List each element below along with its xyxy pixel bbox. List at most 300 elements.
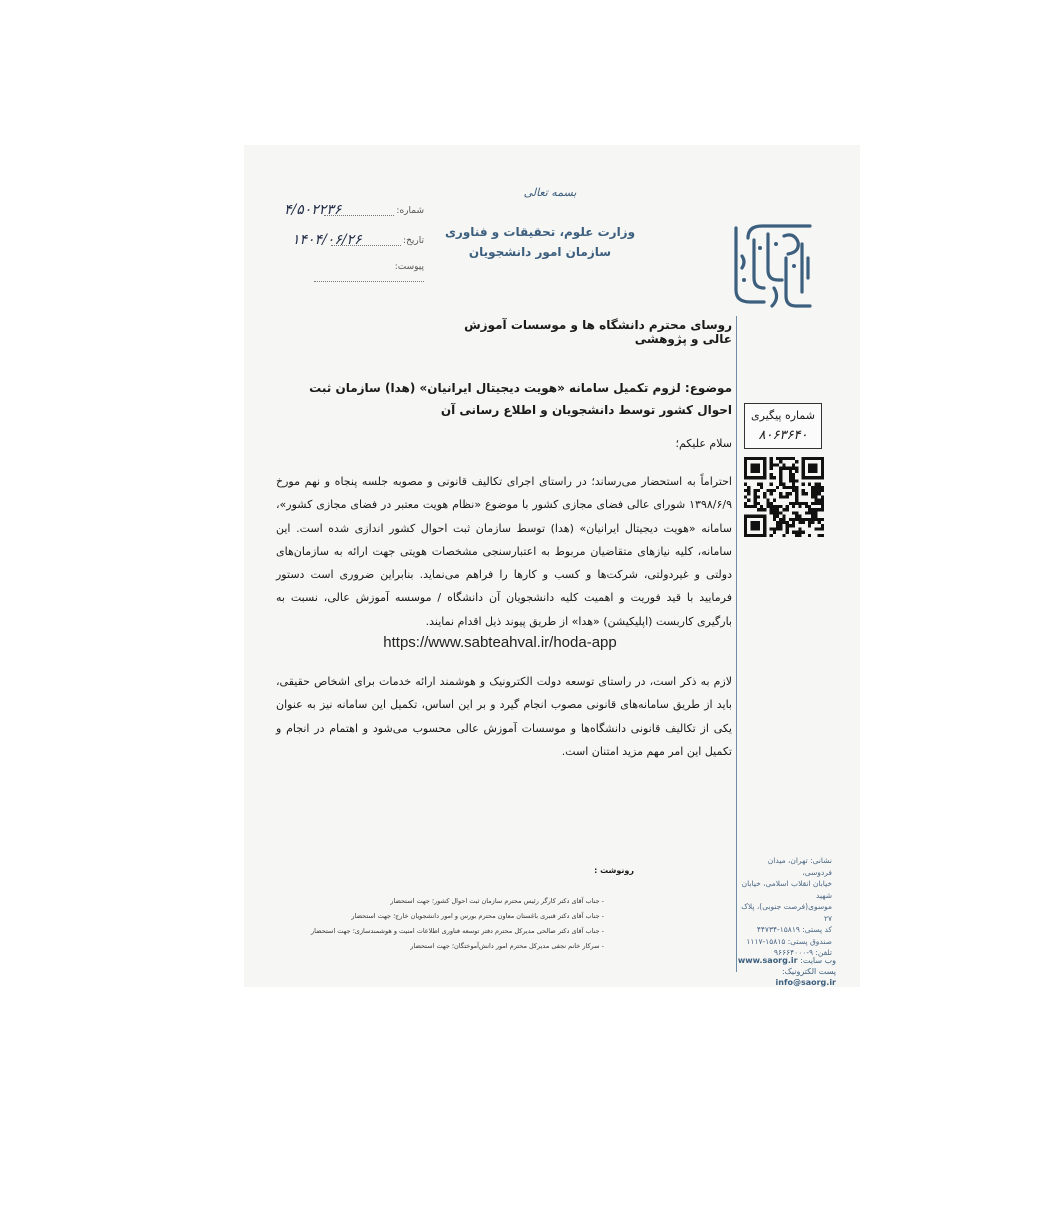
qr-module <box>779 492 782 495</box>
qr-module <box>821 476 824 479</box>
qr-module <box>750 505 753 508</box>
qr-module <box>760 515 763 518</box>
qr-module <box>786 521 789 524</box>
qr-module <box>808 476 811 479</box>
qr-module <box>814 457 817 460</box>
qr-module <box>821 505 824 508</box>
qr-module <box>814 470 817 473</box>
qr-module <box>766 489 769 492</box>
qr-module <box>773 499 776 502</box>
qr-module <box>792 479 795 482</box>
qr-module <box>760 505 763 508</box>
body-paragraph-1: احتراماً به استحضار می‌رساند؛ در راستای اجرای تکالیف قانونی و مصوبه جلسه پنجاه و نهم مورخ ۱۳۹۸/۶/۹ شورای عالی فضای مجازی کشور با موضوع «نظام هویت معتبر در فضای مجازی کشور»، سامانه «هویت دیجیتال ایرانیان» (هدا) توسط سازمان ثبت احوال کشور اندازی شده است. این سامانه، کلیه نیازهای متقاضیان مربوط به اعتبارسنجی مشخصات هویتی جهت ارائه به سازمان‌های دولتی و غیردولتی، شرکت‌ها و کسب و کارها را فراهم می‌نماید. بنابراین ضروری است دستور فرمایید با قید فوریت و اهمیت کلیه دانشجویان آن دانشگاه / موسسه آموزش عالی، نسبت به بارگیری کاربست (اپلیکیشن) «هدا» از طریق پیوند ذیل اقدام نمایند. <box>276 475 732 628</box>
qr-module <box>776 515 779 518</box>
qr-module <box>808 505 811 508</box>
qr-module <box>757 495 760 498</box>
qr-module <box>798 527 801 530</box>
qr-module <box>763 473 766 476</box>
qr-module <box>779 473 782 476</box>
qr-module <box>744 527 747 530</box>
qr-module <box>750 534 753 537</box>
qr-module <box>808 524 811 527</box>
qr-module <box>802 467 805 470</box>
qr-module <box>754 505 757 508</box>
qr-module <box>808 470 811 473</box>
qr-module <box>814 511 817 514</box>
qr-module <box>776 457 779 460</box>
qr-module <box>747 534 750 537</box>
qr-module <box>821 457 824 460</box>
qr-module <box>789 518 792 521</box>
qr-module <box>808 521 811 524</box>
qr-module <box>779 457 782 460</box>
qr-module <box>795 489 798 492</box>
qr-module <box>811 492 814 495</box>
qr-module <box>814 467 817 470</box>
qr-module <box>770 534 773 537</box>
qr-module <box>744 524 747 527</box>
qr-module <box>802 470 805 473</box>
qr-module <box>792 524 795 527</box>
qr-module <box>773 518 776 521</box>
qr-module <box>763 457 766 460</box>
qr-module <box>744 502 747 505</box>
qr-module <box>808 483 811 486</box>
qr-module <box>792 521 795 524</box>
tracking-box <box>744 403 822 449</box>
address-line: خیابان انقلاب اسلامی، خیابان شهید <box>741 879 832 900</box>
qr-module <box>798 505 801 508</box>
qr-module <box>821 495 824 498</box>
qr-code <box>744 457 824 537</box>
postal-code: کد پستی: ۱۵۸۱۹-۴۴۷۳۴ <box>756 925 832 934</box>
qr-module <box>757 515 760 518</box>
qr-module <box>802 521 805 524</box>
qr-module <box>770 476 773 479</box>
qr-module <box>766 505 769 508</box>
qr-module <box>773 515 776 518</box>
qr-module <box>763 460 766 463</box>
qr-module <box>744 495 747 498</box>
qr-module <box>821 502 824 505</box>
qr-module <box>814 489 817 492</box>
qr-module <box>808 518 811 521</box>
qr-module <box>782 463 785 466</box>
qr-module <box>795 518 798 521</box>
qr-module <box>744 518 747 521</box>
qr-module <box>795 502 798 505</box>
qr-module <box>814 508 817 511</box>
greeting: سلام علیکم؛ <box>675 437 732 450</box>
qr-module <box>763 534 766 537</box>
qr-module <box>782 467 785 470</box>
qr-module <box>811 495 814 498</box>
letter-date-value: ۱۴۰۴/۰۶/۲۶ <box>292 232 362 248</box>
qr-module <box>795 515 798 518</box>
qr-module <box>773 463 776 466</box>
qr-module <box>763 527 766 530</box>
qr-module <box>770 492 773 495</box>
qr-module <box>792 511 795 514</box>
qr-module <box>789 467 792 470</box>
qr-module <box>754 463 757 466</box>
qr-module <box>750 467 753 470</box>
qr-module <box>792 502 795 505</box>
qr-module <box>770 489 773 492</box>
phone: تلفن: ۹-۹۶۶۶۴۰۰۰ <box>774 948 832 957</box>
qr-module <box>763 463 766 466</box>
qr-module <box>757 502 760 505</box>
qr-module <box>779 518 782 521</box>
qr-module <box>814 527 817 530</box>
qr-module <box>811 470 814 473</box>
qr-module <box>821 463 824 466</box>
qr-module <box>811 518 814 521</box>
qr-module <box>744 470 747 473</box>
qr-module <box>789 476 792 479</box>
qr-module <box>818 457 821 460</box>
qr-module <box>795 495 798 498</box>
qr-module <box>770 511 773 514</box>
qr-module <box>779 511 782 514</box>
qr-module <box>757 483 760 486</box>
qr-module <box>811 521 814 524</box>
qr-module <box>792 518 795 521</box>
qr-module <box>782 534 785 537</box>
qr-module <box>770 463 773 466</box>
qr-module <box>792 476 795 479</box>
qr-module <box>776 521 779 524</box>
qr-module <box>760 486 763 489</box>
qr-module <box>811 467 814 470</box>
qr-module <box>805 502 808 505</box>
qr-module <box>757 534 760 537</box>
qr-module <box>757 527 760 530</box>
letter-number-value: ۴/۵۰۲۲۳۶ <box>284 202 342 218</box>
qr-module <box>773 489 776 492</box>
qr-module <box>754 470 757 473</box>
qr-module <box>770 508 773 511</box>
qr-module <box>792 483 795 486</box>
qr-module <box>754 467 757 470</box>
qr-module <box>782 483 785 486</box>
qr-module <box>754 524 757 527</box>
qr-module <box>792 531 795 534</box>
tracking-label: شماره پیگیری <box>751 409 815 422</box>
organization-logo <box>724 218 820 314</box>
copies-title: رونوشت : <box>594 866 634 875</box>
qr-module <box>747 489 750 492</box>
website-link[interactable]: www.saorg.ir <box>737 956 798 965</box>
qr-module <box>776 524 779 527</box>
qr-module <box>766 499 769 502</box>
qr-module <box>763 467 766 470</box>
qr-module <box>782 515 785 518</box>
qr-module <box>802 460 805 463</box>
qr-module <box>750 515 753 518</box>
qr-module <box>795 470 798 473</box>
contact-block <box>736 955 836 988</box>
qr-module <box>760 476 763 479</box>
qr-module <box>818 521 821 524</box>
qr-module <box>818 483 821 486</box>
qr-module <box>795 534 798 537</box>
qr-module <box>811 476 814 479</box>
qr-module <box>802 457 805 460</box>
qr-module <box>747 505 750 508</box>
qr-module <box>818 508 821 511</box>
qr-module <box>763 524 766 527</box>
qr-module <box>744 531 747 534</box>
qr-module <box>814 515 817 518</box>
qr-module <box>776 527 779 530</box>
qr-module <box>754 489 757 492</box>
qr-module <box>760 534 763 537</box>
qr-module <box>744 521 747 524</box>
qr-module <box>773 508 776 511</box>
qr-module <box>818 518 821 521</box>
qr-module <box>779 470 782 473</box>
qr-module <box>802 492 805 495</box>
qr-module <box>770 502 773 505</box>
qr-module <box>782 518 785 521</box>
qr-module <box>798 502 801 505</box>
qr-module <box>818 499 821 502</box>
qr-module <box>757 524 760 527</box>
qr-module <box>802 518 805 521</box>
qr-module <box>802 502 805 505</box>
qr-module <box>811 457 814 460</box>
qr-module <box>795 486 798 489</box>
qr-module <box>814 486 817 489</box>
qr-module <box>750 476 753 479</box>
qr-module <box>757 489 760 492</box>
qr-module <box>763 508 766 511</box>
qr-module <box>808 534 811 537</box>
qr-module <box>798 518 801 521</box>
qr-module <box>814 463 817 466</box>
qr-module <box>789 457 792 460</box>
qr-module <box>786 457 789 460</box>
qr-module <box>779 476 782 479</box>
qr-module <box>786 495 789 498</box>
qr-module <box>821 473 824 476</box>
qr-module <box>776 511 779 514</box>
ministry-name: وزارت علوم، تحقیقات و فناوری <box>444 225 636 239</box>
qr-module <box>760 483 763 486</box>
qr-module <box>744 476 747 479</box>
qr-module <box>744 457 747 460</box>
body-paragraph-2: لازم به ذکر است، در راستای توسعه دولت الکترونیک و هوشمند ارائه خدمات برای اشخاص حقیقی، باید از طریق سامانه‌های قانونی مصوب انجام گیرد و بر این اساس، تکمیل این سامانه نیز به عنوان یکی از تکالیف قانونی دانشگاه‌ها و موسسات آموزش عالی محسوب می‌شود و اهتمام در انجام و تکمیل این امر مهم مزید امتنان است. <box>276 675 732 758</box>
list-item: - جناب آقای دکتر کارگر رئیس محترم سازمان ثبت احوال کشور؛ جهت استحضار <box>390 897 604 905</box>
qr-module <box>811 508 814 511</box>
qr-module <box>814 518 817 521</box>
qr-module <box>802 476 805 479</box>
qr-module <box>754 534 757 537</box>
qr-module <box>792 467 795 470</box>
qr-module <box>805 518 808 521</box>
qr-module <box>773 511 776 514</box>
letter-number: شماره: ۴/۵۰۲۲۳۶ <box>284 202 424 218</box>
list-item: - جناب آقای دکتر قنبری باغستان معاون محترم بورس و امور دانشجویان خارج؛ جهت استحضار <box>351 912 604 920</box>
hoda-app-link[interactable]: https://www.sabteahval.ir/hoda-app <box>383 634 617 651</box>
qr-module <box>805 511 808 514</box>
qr-module <box>779 467 782 470</box>
qr-module <box>805 476 808 479</box>
qr-module <box>779 527 782 530</box>
qr-module <box>782 457 785 460</box>
tracking-number: ۸۰۶۳۶۴۰ <box>758 428 808 443</box>
qr-module <box>754 502 757 505</box>
qr-module <box>757 508 760 511</box>
qr-module <box>744 534 747 537</box>
ministry-header <box>440 222 640 262</box>
qr-module <box>786 505 789 508</box>
qr-module <box>754 492 757 495</box>
qr-module <box>757 467 760 470</box>
qr-module <box>789 486 792 489</box>
qr-module <box>792 486 795 489</box>
qr-module <box>802 473 805 476</box>
qr-module <box>763 470 766 473</box>
qr-module <box>802 531 805 534</box>
qr-module <box>779 505 782 508</box>
qr-module <box>802 463 805 466</box>
address-line: موسوی(فرصت جنوبی)، پلاک ۲۷ <box>741 902 832 923</box>
qr-module <box>779 483 782 486</box>
copies-list <box>260 894 604 954</box>
qr-module <box>750 470 753 473</box>
qr-module <box>770 460 773 463</box>
qr-module <box>818 489 821 492</box>
address-line: نشانی: تهران، میدان فردوسی، <box>767 856 832 877</box>
qr-module <box>744 483 747 486</box>
email-label: پست الکترونیک: <box>781 967 836 976</box>
qr-module <box>795 460 798 463</box>
bismillah: بسمه تعالی <box>523 186 577 199</box>
qr-module <box>818 492 821 495</box>
qr-module <box>744 505 747 508</box>
qr-module <box>808 463 811 466</box>
qr-module <box>789 492 792 495</box>
qr-module <box>821 508 824 511</box>
qr-module <box>744 463 747 466</box>
qr-module <box>821 467 824 470</box>
qr-module <box>782 495 785 498</box>
subject: موضوع: لزوم تکمیل سامانه «هویت دیجیتال ایرانیان» (هدا) سازمان ثبت احوال کشور توسط دانشجویان و اطلاع رسانی آن <box>309 381 732 417</box>
qr-module <box>789 502 792 505</box>
po-box: صندوق پستی: ۱۵۸۱۵-۱۱۱۷ <box>746 936 832 946</box>
list-item: - جناب آقای دکتر صالحی مدیرکل محترم دفتر توسعه فناوری اطلاعات امنیت و هوشمندسازی؛ جهت استحضار <box>311 927 604 935</box>
qr-module <box>802 489 805 492</box>
qr-module <box>766 502 769 505</box>
qr-module <box>789 524 792 527</box>
qr-module <box>811 489 814 492</box>
qr-module <box>763 521 766 524</box>
qr-module <box>750 457 753 460</box>
qr-module <box>763 492 766 495</box>
qr-module <box>795 531 798 534</box>
qr-module <box>747 457 750 460</box>
qr-module <box>779 479 782 482</box>
qr-module <box>818 486 821 489</box>
qr-module <box>757 476 760 479</box>
qr-module <box>744 473 747 476</box>
qr-module <box>754 495 757 498</box>
qr-module <box>750 524 753 527</box>
qr-module <box>805 505 808 508</box>
qr-module <box>811 502 814 505</box>
qr-module <box>754 476 757 479</box>
qr-module <box>808 508 811 511</box>
qr-module <box>786 524 789 527</box>
qr-module <box>821 470 824 473</box>
qr-module <box>776 463 779 466</box>
qr-module <box>754 499 757 502</box>
qr-module <box>811 515 814 518</box>
qr-module <box>760 508 763 511</box>
qr-module <box>750 463 753 466</box>
qr-module <box>776 505 779 508</box>
qr-module <box>750 521 753 524</box>
qr-module <box>821 499 824 502</box>
qr-module <box>776 508 779 511</box>
qr-module <box>789 470 792 473</box>
qr-module <box>814 499 817 502</box>
qr-module <box>792 505 795 508</box>
qr-module <box>786 492 789 495</box>
qr-module <box>757 457 760 460</box>
qr-module <box>744 515 747 518</box>
qr-module <box>792 473 795 476</box>
email-link[interactable]: info@saorg.ir <box>775 978 836 987</box>
organization-name: سازمان امور دانشجویان <box>468 245 612 259</box>
qr-module <box>798 531 801 534</box>
addressee: روسای محترم دانشگاه ها و موسسات آموزش عالی و پژوهشی <box>464 318 732 346</box>
qr-module <box>792 463 795 466</box>
qr-module <box>814 483 817 486</box>
qr-module <box>747 515 750 518</box>
qr-module <box>821 460 824 463</box>
qr-module <box>811 486 814 489</box>
qr-module <box>779 521 782 524</box>
qr-module <box>786 531 789 534</box>
qr-module <box>773 476 776 479</box>
qr-module <box>763 518 766 521</box>
letter-date: تاریخ: ۱۴۰۴/۰۶/۲۶ <box>292 232 424 248</box>
qr-module <box>754 457 757 460</box>
qr-module <box>789 473 792 476</box>
qr-module <box>798 515 801 518</box>
qr-module <box>795 499 798 502</box>
qr-module <box>744 460 747 463</box>
qr-module <box>763 515 766 518</box>
qr-module <box>818 476 821 479</box>
qr-module <box>786 527 789 530</box>
qr-module <box>747 499 750 502</box>
qr-module <box>808 457 811 460</box>
qr-module <box>754 515 757 518</box>
qr-module <box>770 467 773 470</box>
qr-module <box>808 511 811 514</box>
qr-module <box>744 489 747 492</box>
qr-module <box>770 473 773 476</box>
qr-module <box>821 524 824 527</box>
qr-module <box>779 524 782 527</box>
qr-module <box>795 467 798 470</box>
qr-module <box>747 476 750 479</box>
qr-module <box>805 492 808 495</box>
